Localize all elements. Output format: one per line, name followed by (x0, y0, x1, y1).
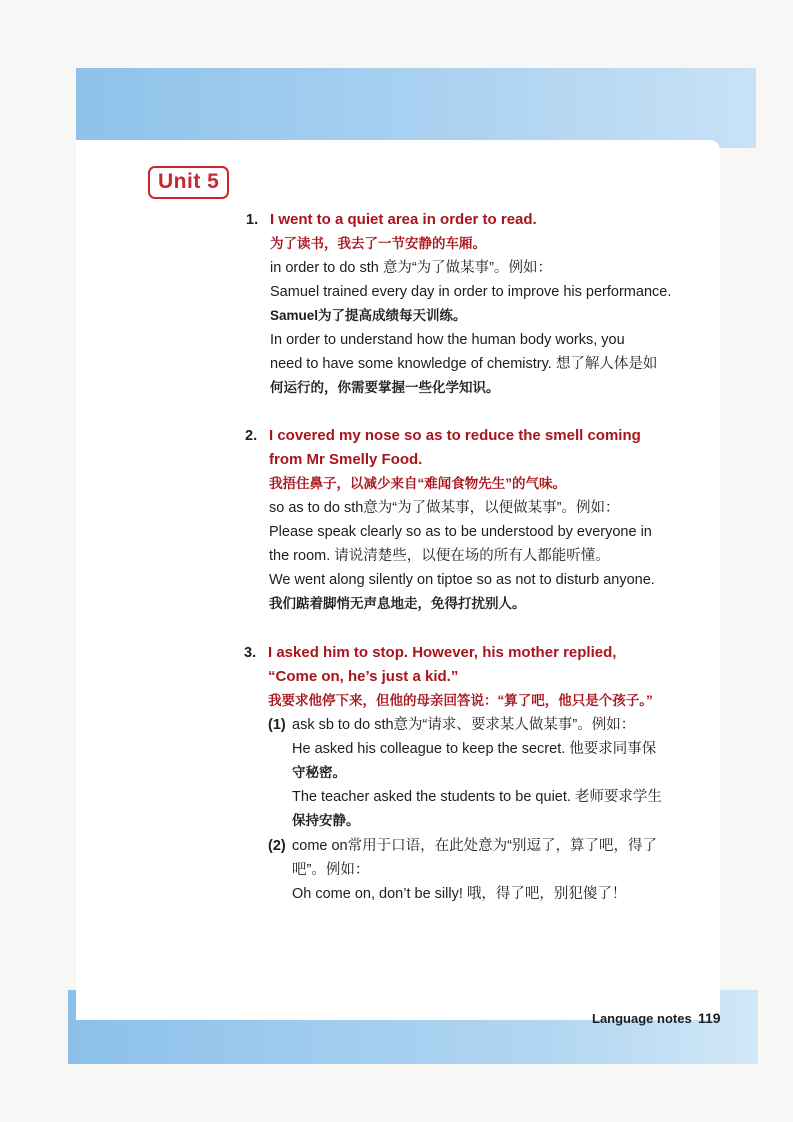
note-example: Please speak clearly so as to be understood by everyone in (269, 524, 652, 540)
top-color-band (76, 68, 756, 148)
note-heading-translation: 我要求他停下来，但他的母亲回答说：“算了吧，他只是个孩子。” (268, 693, 653, 708)
note-heading-translation: 为了读书，我去了一节安静的车厢。 (270, 236, 486, 251)
note-3 (244, 641, 688, 906)
note-heading: I asked him to stop. However, his mother replied, (268, 644, 617, 661)
subnote-number: (1) (268, 717, 286, 733)
subnote-example: The teacher asked the students to be quiet. 老师要求学生 (292, 789, 662, 805)
note-text-line: so as to do sth意为“为了做某事，以便做某事”。例如： (269, 500, 620, 516)
unit-badge: Unit 5 (148, 166, 229, 199)
note-number: 3. (244, 645, 257, 661)
note-number: 2. (245, 428, 258, 444)
note-heading: from Mr Smelly Food. (269, 451, 423, 468)
note-heading: “Come on, he’s just a kid.” (268, 668, 459, 685)
note-heading-translation: 我捂住鼻子，以减少来自“难闻食物先生”的气味。 (269, 476, 566, 491)
note-1 (246, 208, 690, 400)
subnote-number: (2) (268, 838, 286, 854)
note-example: In order to understand how the human body works, you (270, 332, 625, 348)
note-example-translation: 何运行的，你需要掌握一些化学知识。 (270, 380, 500, 395)
note-example-translation: Samuel为了提高成绩每天训练。 (270, 308, 467, 323)
note-example: the room. 请说清楚些，以便在场的所有人都能听懂。 (269, 548, 610, 564)
note-heading: I covered my nose so as to reduce the smell coming (269, 427, 641, 444)
note-2 (245, 424, 689, 616)
footer-section-title: Language notes (592, 1011, 692, 1026)
subnote-text-line: 吧”。例如： (292, 862, 370, 878)
subnote-example-translation: 守秘密。 (292, 765, 346, 780)
note-example: We went along silently on tiptoe so as not to disturb anyone. (269, 572, 655, 588)
page-number: 119 (698, 1010, 721, 1026)
subnote-text-line: ask sb to do sth意为“请求、要求某人做某事”。例如： (292, 717, 636, 733)
note-heading: I went to a quiet area in order to read. (270, 211, 537, 228)
note-example: need to have some knowledge of chemistry. 想了解人体是如 (270, 356, 658, 372)
note-example: Samuel trained every day in order to improve his performance. (270, 284, 672, 300)
note-text-line: in order to do sth 意为“为了做某事”。例如： (270, 260, 552, 276)
note-example-translation: 我们踮着脚悄无声息地走，免得打扰别人。 (269, 596, 526, 611)
subnote-2 (268, 834, 688, 906)
subnote-example-translation: 保持安静。 (292, 813, 360, 828)
subnote-example: He asked his colleague to keep the secret. 他要求同事保 (292, 741, 657, 757)
subnote-text-line: come on常用于口语，在此处意为“别逗了，算了吧，得了 (292, 838, 657, 854)
subnote-1 (268, 713, 688, 833)
subnote-example: Oh come on, don’t be silly! 哦，得了吧，别犯傻了！ (292, 886, 627, 902)
note-number: 1. (246, 212, 259, 228)
